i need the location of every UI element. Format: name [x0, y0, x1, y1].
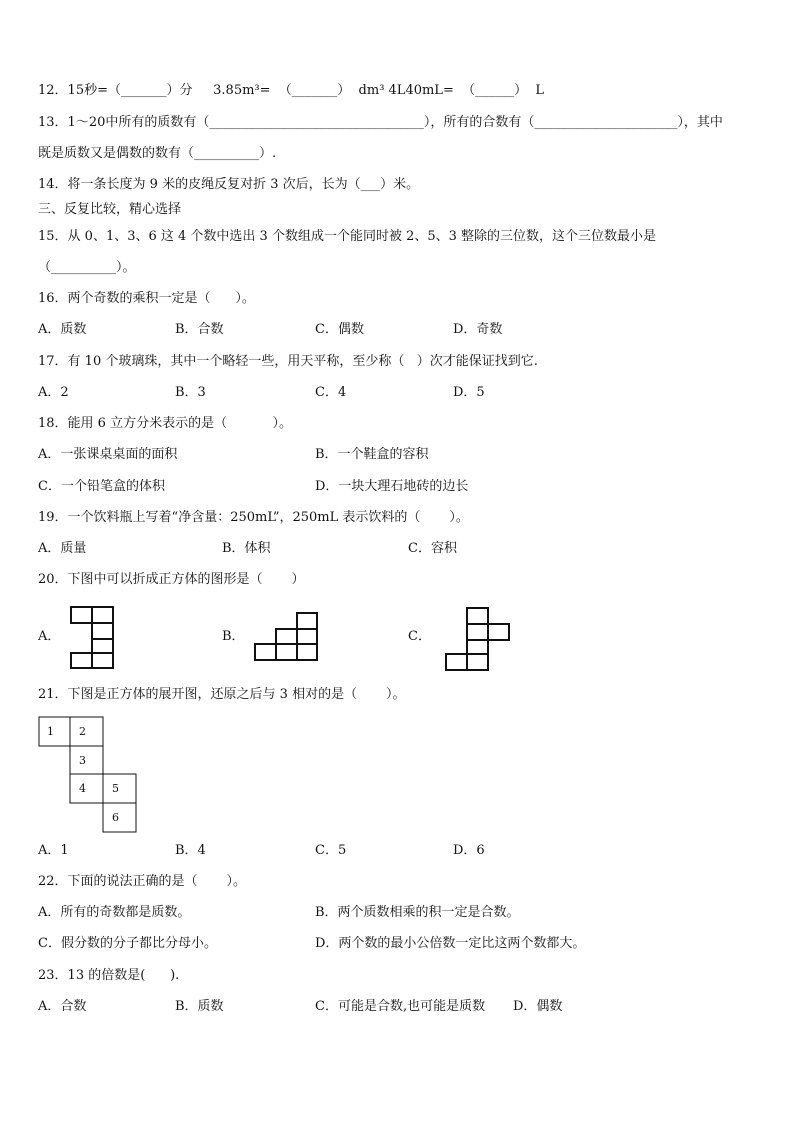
q16-option-b[interactable]: B．合数: [175, 322, 224, 337]
q21-option-d[interactable]: D．6: [453, 843, 485, 858]
q20-option-a[interactable]: A．: [38, 629, 61, 644]
question-21-stem: 21．下图是正方体的展开图，还原之后与 3 相对的是（ ）。: [38, 687, 406, 702]
q18-option-a[interactable]: A．一张课桌桌面的面积: [38, 447, 178, 462]
q19-option-a[interactable]: A．质量: [38, 541, 87, 556]
q19-option-c[interactable]: C．容积: [408, 541, 457, 556]
q22-option-c[interactable]: C．假分数的分子都比分母小。: [38, 936, 217, 951]
question-13-line2: 既是质数又是偶数的数有（__________）.: [38, 146, 277, 161]
q16-option-d[interactable]: D．奇数: [453, 322, 503, 337]
q17-option-a[interactable]: A．2: [38, 385, 69, 400]
net-number-4: 4: [79, 782, 86, 795]
q22-option-a[interactable]: A．所有的奇数都是质数。: [38, 905, 191, 920]
q23-option-a[interactable]: A．合数: [38, 999, 87, 1014]
question-22-stem: 22．下面的说法正确的是（ ）。: [38, 874, 246, 889]
q18-option-c[interactable]: C．一个铅笔盒的体积: [38, 479, 165, 494]
q23-option-b[interactable]: B．质数: [175, 999, 224, 1014]
question-19-stem: 19．一个饮料瓶上写着“净含量：250mL”，250mL 表示饮料的（ ）。: [38, 510, 469, 525]
q23-option-c[interactable]: C．可能是合数,也可能是质数: [315, 999, 486, 1014]
q16-option-a[interactable]: A．质数: [38, 322, 87, 337]
q21-option-a[interactable]: A．1: [38, 843, 69, 858]
q17-option-c[interactable]: C．4: [315, 385, 347, 400]
q21-option-b[interactable]: B．4: [175, 843, 206, 858]
q18-option-d[interactable]: D．一块大理石地砖的边长: [315, 479, 469, 494]
q18-option-b[interactable]: B．一个鞋盒的容积: [315, 447, 429, 462]
net-number-3: 3: [79, 754, 86, 767]
question-12: 12．15秒=（_______）分 3.85m³= （_______） dm³ 4L40mL= （______） L: [38, 83, 544, 98]
question-14: 14．将一条长度为 9 米的皮绳反复对折 3 次后，长为（___）米。: [38, 177, 420, 192]
question-17-stem: 17．有 10 个玻璃珠，其中一个略轻一些，用天平称，至少称（ ）次才能保证找到它.: [38, 354, 538, 369]
question-18-stem: 18．能用 6 立方分米表示的是（ ）。: [38, 416, 293, 431]
question-20-stem: 20．下图中可以折成正方体的图形是（ ）: [38, 572, 305, 587]
q19-option-b[interactable]: B．体积: [222, 541, 271, 556]
net-number-2: 2: [79, 725, 86, 738]
question-15-line1: 15．从 0、1、3、6 这 4 个数中选出 3 个数组成一个能同时被 2、5、3 整除的三位数，这个三位数最小是: [38, 229, 657, 244]
net-number-1: 1: [47, 725, 54, 738]
q21-option-c[interactable]: C．5: [315, 843, 347, 858]
question-15-line2: （__________）。: [38, 260, 136, 275]
q20-option-c[interactable]: C．: [408, 629, 431, 644]
section-3-title: 三、反复比较，精心选择: [38, 202, 182, 217]
q17-option-b[interactable]: B．3: [175, 385, 206, 400]
question-13-line1: 13．1～20中所有的质数有（_________________________________），所有的合数有（______________________），其中: [38, 115, 723, 130]
q22-option-d[interactable]: D．两个数的最小公倍数一定比这两个数都大。: [315, 936, 586, 951]
net-number-6: 6: [112, 811, 119, 824]
q16-option-c[interactable]: C．偶数: [315, 322, 364, 337]
q23-option-d[interactable]: D．偶数: [513, 999, 563, 1014]
q17-option-d[interactable]: D．5: [453, 385, 485, 400]
question-23-stem: 23．13 的倍数是( ).: [38, 968, 180, 983]
q20-option-b[interactable]: B．: [222, 629, 245, 644]
q22-option-b[interactable]: B．两个质数相乘的积一定是合数。: [315, 905, 520, 920]
question-16-stem: 16．两个奇数的乘积一定是（ ）。: [38, 291, 255, 306]
net-number-5: 5: [112, 782, 119, 795]
